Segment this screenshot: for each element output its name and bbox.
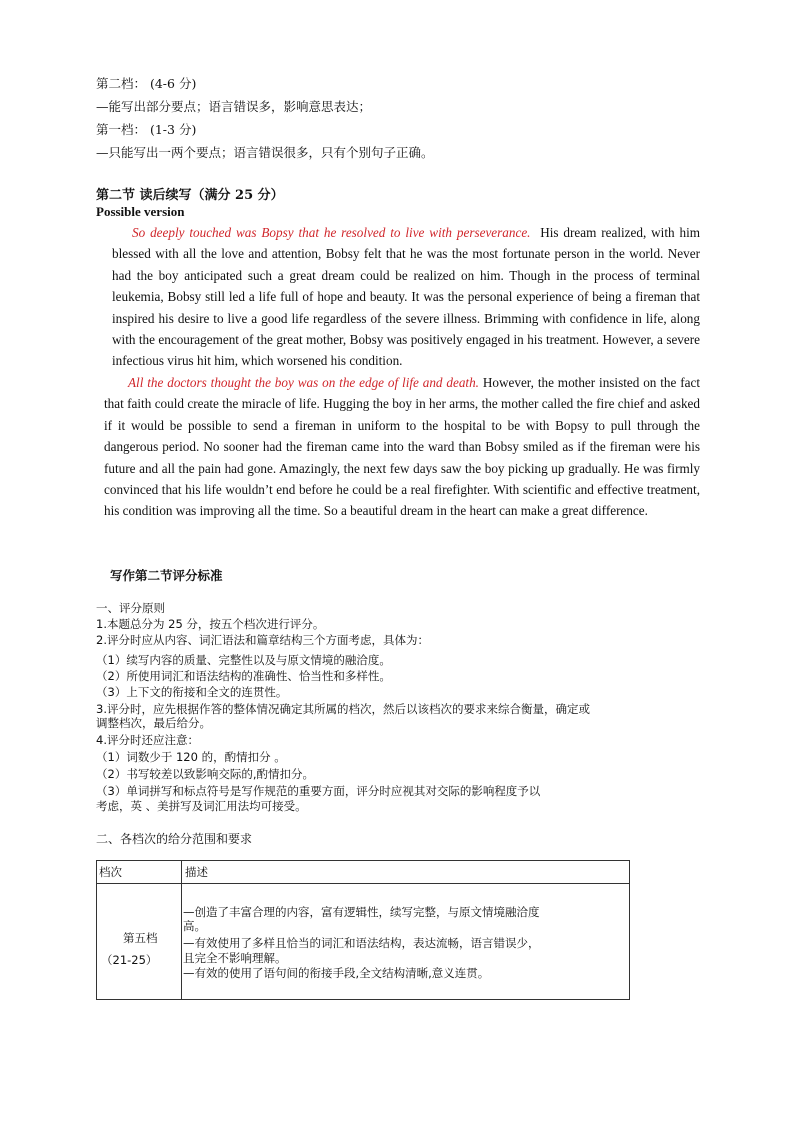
band-one-heading: 第一档： (1-3 分) [96,122,197,137]
criteria-line: 考虑，英 、美拼写及词汇用法均可接受。 [96,799,307,813]
band-one-description: —只能写出一两个要点；语言错误很多，只有个别句子正确。 [96,145,434,160]
criteria-line: 1.本题总分为 25 分，按五个档次进行评分。 [96,617,325,631]
band-five-desc-line: —创造了丰富合理的内容，富有逻辑性，续写完整，与原文情境融洽度 [183,905,540,919]
paragraph-1-body: His dream realized, with him blessed with all the love and attention, Bobsy felt that he was the most fortunate person in the world. Never had the boy anticipated such a great dream could be realized on him. Though in the process of terminal leukemia, Bobsy still led a life full of hope and beauty. It was the personal experience of being a fireman that inspired his desire to live a good life regardless of the severe illness. Brimming with confidence in life, along with the encouragement of the great mother, Bobsy was positively engaged in his treatment. However, a severe infectious virus hit him, which worsened his condition. [112,225,700,369]
band-five-desc-line: —有效的使用了语句间的衔接手段,全文结构清晰,意义连贯。 [183,966,490,980]
possible-version-label: Possible version [96,204,185,219]
criteria-line: （2）所使用词汇和语法结构的准确性、恰当性和多样性。 [96,669,391,683]
paragraph-1-lead-sentence: So deeply touched was Bopsy that he resolved to live with perseverance. [132,225,531,240]
column-header-band: 档次 [99,865,122,879]
essay-paragraph-1 [112,222,700,372]
band-requirements-heading: 二、各档次的给分范围和要求 [96,832,253,846]
criteria-line: 3.评分时，应先根据作答的整体情况确定其所属的档次，然后以该档次的要求来综合衡量，确定或 [96,702,590,716]
criteria-line: （1）词数少于 120 的，酌情扣分 。 [96,750,286,764]
band-five-desc-line: —有效使用了多样且恰当的词汇和语法结构，表达流畅，语言错误少， [183,936,540,950]
band-two-description: —能写出部分要点；语言错误多，影响意思表达； [96,99,372,114]
column-header-description: 描述 [185,865,208,879]
criteria-line: （1）续写内容的质量、完整性以及与原文情境的融洽度。 [96,653,391,667]
criteria-line: （3）单词拼写和标点符号是写作规范的重要方面，评分时应视其对交际的影响程度予以 [96,784,541,798]
paragraph-2-body: However, the mother insisted on the fact that faith could create the miracle of life. Hugging the boy in her arms, the mother called the fire chief and asked if it would be possible to send a fireman in uniform to the hospital to be with Bopsy to pull through the dangerous period. No sooner had the fireman came into the ward than Bobsy smiled as if the fireman were his future and all the pain had gone. Amazingly, the next few days saw the boy picking up gradually. He was firmly convinced that his life wouldn’t end before he could be a real firefighter. With scientific and effective treatment, his condition was improving all the time. So a beautiful dream in the heart can make a great difference. [104,375,700,519]
table-column-divider [181,861,182,999]
section-two-title: 第二节 读后续写（满分 25 分） [96,188,284,203]
band-table [96,860,630,1000]
band-five-desc-line: 且完全不影响理解。 [183,951,287,965]
band-five-range: （21-25） [101,953,158,967]
band-five-name: 第五档 [123,931,158,945]
criteria-title: 写作第二节评分标准 [110,568,223,583]
band-two-heading: 第二档： (4-6 分) [96,76,197,91]
criteria-line: 一、评分原则 [96,601,165,615]
essay-paragraph-2 [104,372,700,522]
criteria-line: 4.评分时还应注意： [96,733,199,747]
table-header-row [97,861,629,884]
criteria-line: 2.评分时应从内容、词汇语法和篇章结构三个方面考虑，具体为： [96,633,429,647]
paragraph-2-lead-sentence: All the doctors thought the boy was on the edge of life and death. [128,375,479,390]
band-five-desc-line: 高。 [183,919,206,933]
criteria-line: 调整档次，最后给分。 [96,716,211,730]
criteria-line: （3）上下文的衔接和全文的连贯性。 [96,685,288,699]
criteria-line: （2）书写较差以致影响交际的,酌情扣分。 [96,767,314,781]
